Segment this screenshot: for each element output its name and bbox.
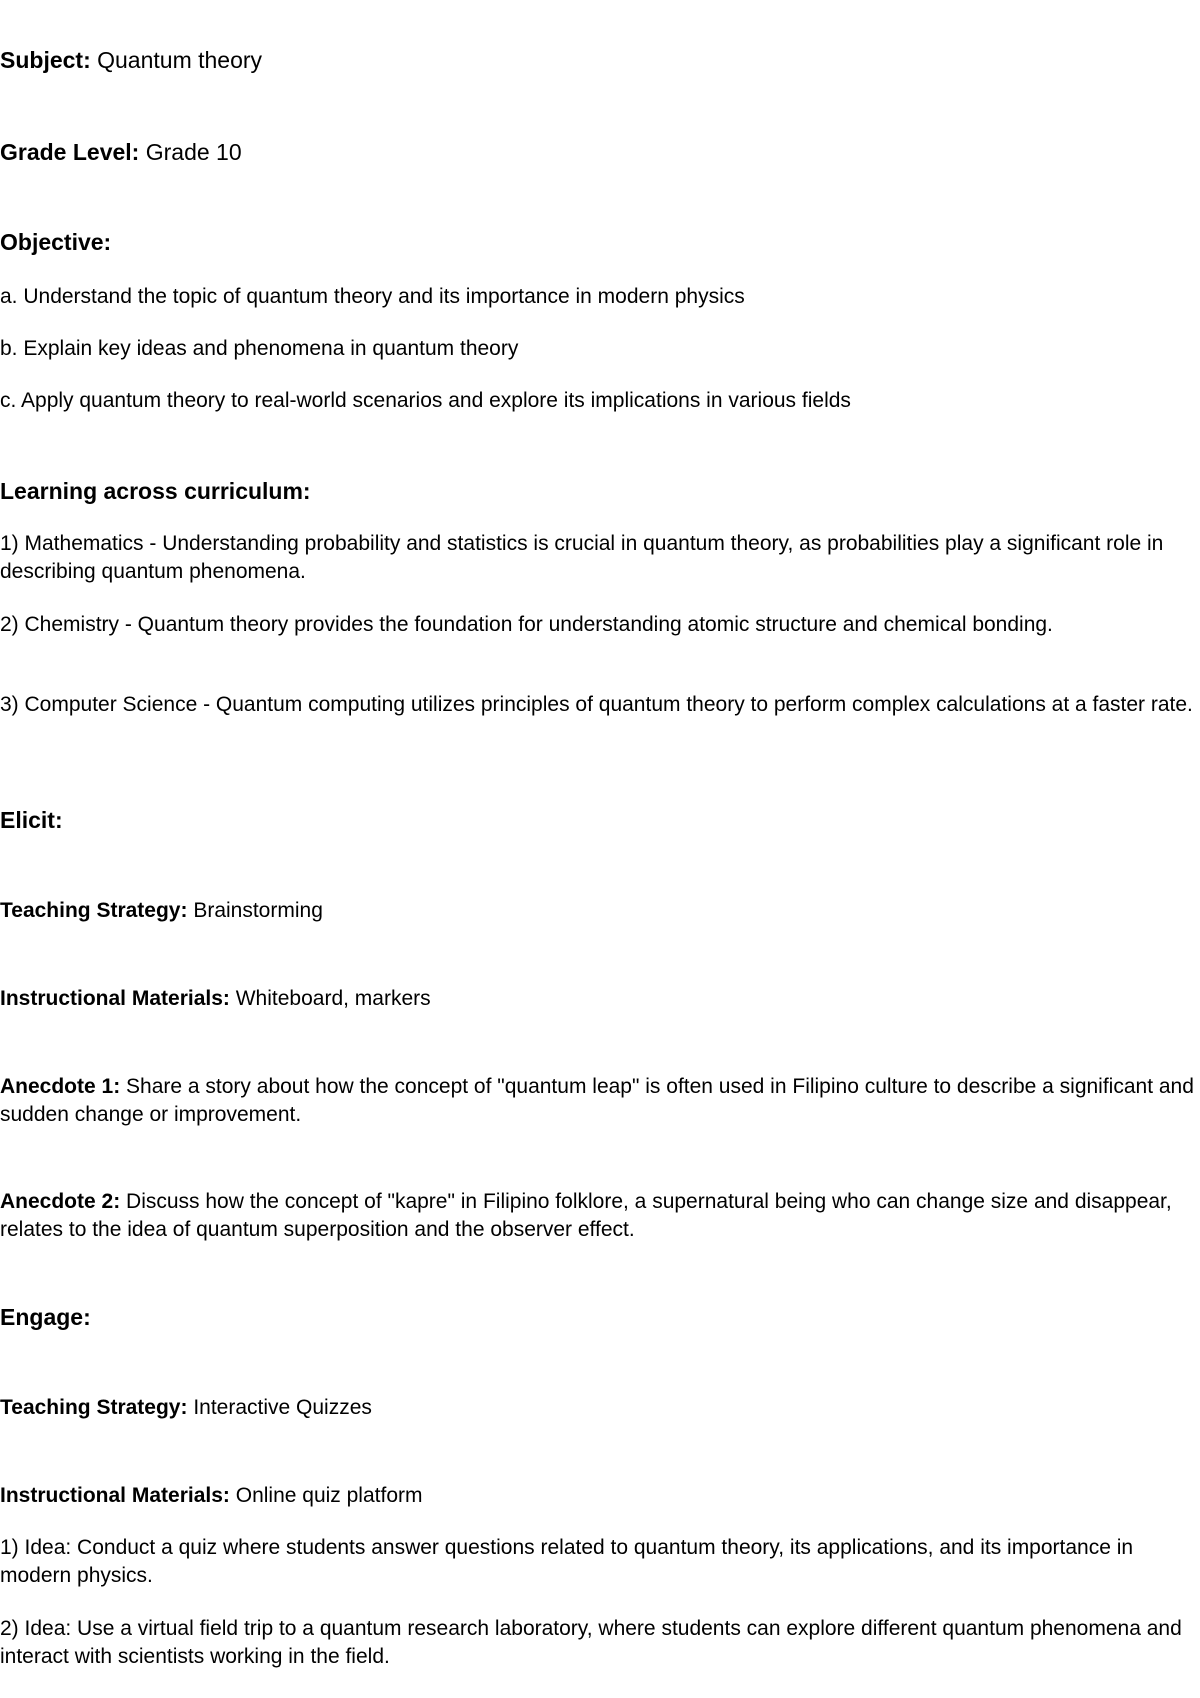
anecdote-2-label: Anecdote 2: — [0, 1190, 121, 1213]
objective-item: b. Explain key ideas and phenomena in quantum theory — [0, 337, 519, 360]
engage-strategy — [0, 1394, 1198, 1422]
engage-strategy-label: Teaching Strategy: — [0, 1396, 188, 1419]
engage-idea: 1) Idea: Conduct a quiz where students answer questions related to quantum theory, its applications, and its importance in modern physics. — [0, 1536, 1134, 1587]
subject-value: Quantum theory — [97, 47, 263, 73]
objective-heading: Objective: — [0, 229, 112, 255]
learning-item: 2) Chemistry - Quantum theory provides the foundation for understanding atomic structure and chemical bonding. — [0, 613, 1053, 636]
elicit-strategy-label: Teaching Strategy: — [0, 899, 188, 922]
engage-materials — [0, 1482, 1198, 1510]
engage-strategy-value: Interactive Quizzes — [193, 1396, 372, 1419]
engage-materials-label: Instructional Materials: — [0, 1484, 230, 1507]
subject-line — [0, 46, 1198, 74]
anecdote-1-text: Share a story about how the concept of "quantum leap" is often used in Filipino culture to describe a significant and sudden change or improvement. — [0, 1075, 1194, 1126]
elicit-anecdote-1 — [0, 1073, 1198, 1129]
subject-label: Subject: — [0, 47, 91, 73]
elicit-strategy-value: Brainstorming — [193, 899, 323, 922]
engage-idea: 2) Idea: Use a virtual field trip to a quantum research laboratory, where students can explore different quantum phenomena and interact with scientists working in the field. — [0, 1617, 1182, 1668]
engage-heading: Engage: — [0, 1304, 91, 1330]
grade-line — [0, 138, 1198, 166]
elicit-heading: Elicit: — [0, 807, 63, 833]
grade-value: Grade 10 — [145, 139, 242, 165]
learning-item: 1) Mathematics - Understanding probability and statistics is crucial in quantum theory, as probabilities play a significant role in describing quantum phenomena. — [0, 532, 1164, 583]
learning-heading: Learning across curriculum: — [0, 478, 311, 504]
engage-materials-value: Online quiz platform — [235, 1484, 423, 1507]
elicit-materials — [0, 985, 1198, 1013]
elicit-materials-value: Whiteboard, markers — [235, 987, 431, 1010]
elicit-strategy — [0, 897, 1198, 925]
anecdote-2-text: Discuss how the concept of "kapre" in Filipino folklore, a supernatural being who can change size and disappear, relates to the idea of quantum superposition and the observer effect. — [0, 1190, 1172, 1241]
grade-label: Grade Level: — [0, 139, 140, 165]
elicit-materials-label: Instructional Materials: — [0, 987, 230, 1010]
learning-item: 3) Computer Science - Quantum computing utilizes principles of quantum theory to perform complex calculations at a faster rate. — [0, 693, 1193, 716]
elicit-anecdote-2 — [0, 1188, 1198, 1244]
anecdote-1-label: Anecdote 1: — [0, 1075, 121, 1098]
objective-item: c. Apply quantum theory to real-world scenarios and explore its implications in various fields — [0, 389, 851, 412]
objective-item: a. Understand the topic of quantum theory and its importance in modern physics — [0, 285, 745, 308]
